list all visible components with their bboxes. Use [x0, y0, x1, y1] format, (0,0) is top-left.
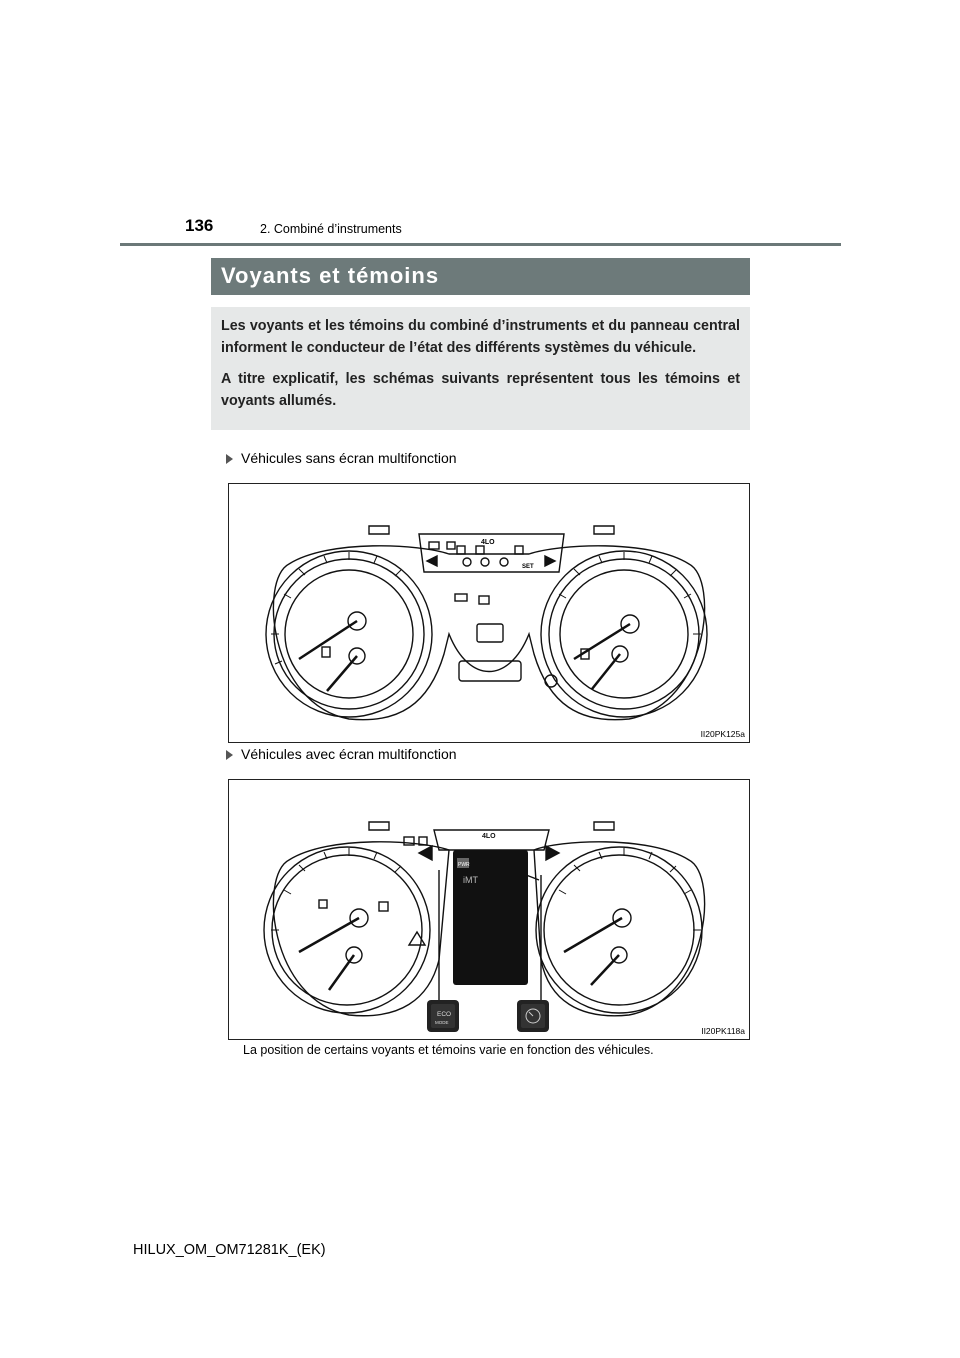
- cluster-2-illustration: [229, 780, 751, 1041]
- set-label: SET: [522, 564, 534, 570]
- figure-1-instrument-cluster: [228, 483, 750, 743]
- figure-2-heading: Véhicules avec écran multifonction: [226, 746, 457, 762]
- header-rule: [120, 243, 841, 246]
- footer-doc-code: HILUX_OM_OM71281K_(EK): [133, 1242, 326, 1258]
- section-title: Voyants et témoins: [221, 263, 440, 288]
- figure-caption: La position de certains voyants et témoins varie en fonction des véhicules.: [243, 1043, 654, 1057]
- intro-paragraph-1: Les voyants et les témoins du combiné d’instruments et du panneau central informent le conducteur de l’état des différents systèmes du véhicule.: [221, 318, 740, 356]
- section-title-bar: [211, 258, 750, 295]
- four-lo-label-2: 4LO: [482, 833, 496, 840]
- figure-1-code: II20PK125a: [700, 729, 745, 739]
- figure-2-instrument-cluster: [228, 779, 750, 1040]
- bullet-triangle-icon: [226, 750, 233, 760]
- pwr-label: PWR: [458, 862, 470, 868]
- intro-box: [211, 307, 750, 430]
- figure-2-code: II20PK118a: [701, 1026, 745, 1036]
- cluster-1-illustration: [229, 484, 751, 744]
- four-lo-label-1: 4LO: [481, 539, 495, 546]
- bullet-triangle-icon: [226, 454, 233, 464]
- mode-label: MODE: [435, 1020, 449, 1025]
- running-header: 2. Combiné d’instruments: [260, 222, 402, 236]
- figure-1-heading: Véhicules sans écran multifonction: [226, 450, 457, 466]
- imt-label: iMT: [463, 875, 478, 885]
- intro-paragraph-2: A titre explicatif, les schémas suivants représentent tous les témoins et voyants allumés.: [221, 371, 740, 409]
- eco-label: ECO: [437, 1011, 452, 1018]
- page-number: 136: [185, 216, 214, 235]
